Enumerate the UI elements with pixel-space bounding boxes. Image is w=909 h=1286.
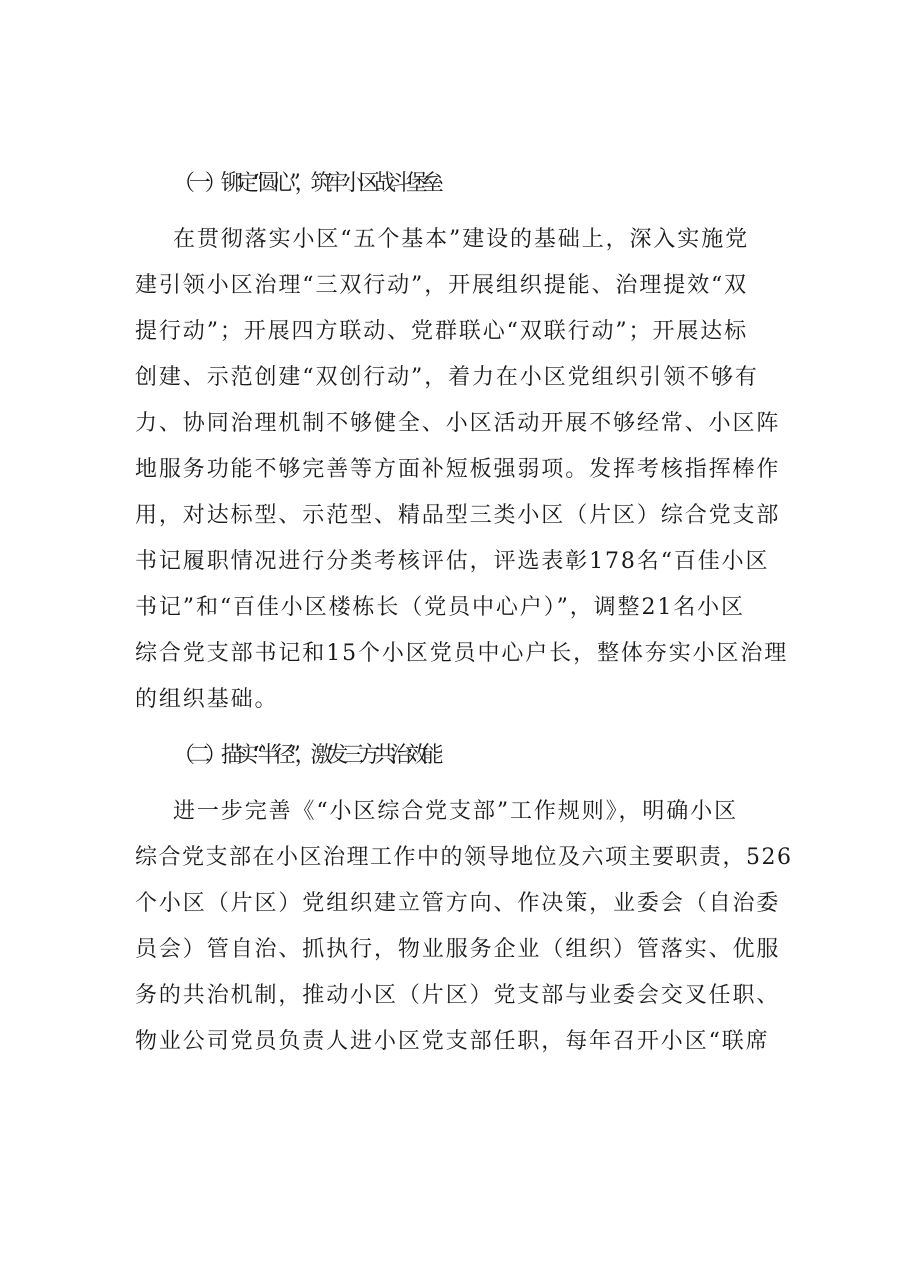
section-2-line-6: 物业公司党员负责人进小区党支部任职，每年召开小区“联席: [135, 1029, 770, 1054]
section-1-line-11: 的组织基础。: [135, 687, 279, 712]
section-1-line-5: 力、协同治理机制不够健全、小区活动开展不够经常、小区阵: [135, 411, 781, 436]
section-1-heading: （一）铆定“圆心”，筑牢小区战斗堡垒: [173, 171, 438, 196]
section-1-line-3: 提行动”；开展四方联动、党群联心“双联行动”；开展达标: [135, 319, 749, 344]
section-2-heading: （二）描实“半径”，激发三方共治效能: [173, 743, 438, 768]
section-1-line-1: 在贯彻落实小区“五个基本”建设的基础上，深入实施党: [173, 227, 749, 252]
section-1-line-10: 综合党支部书记和15个小区党员中心户长，整体夯实小区治理: [135, 641, 789, 666]
section-2-line-3: 个小区（片区）党组织建立管方向、作决策，业委会（自治委: [135, 891, 781, 916]
section-1-line-2: 建引领小区治理“三双行动”，开展组织提能、治理提效“双: [135, 273, 749, 298]
section-1-line-7: 用，对达标型、示范型、精品型三类小区（片区）综合党支部: [135, 503, 781, 528]
section-2-line-2: 综合党支部在小区治理工作中的领导地位及六项主要职责，526: [135, 845, 793, 870]
section-1-line-4: 创建、示范创建“双创行动”，着力在小区党组织引领不够有: [135, 365, 759, 390]
section-1-line-9: 书记”和“百佳小区楼栋长（党员中心户）”，调整21名小区: [135, 595, 745, 620]
section-2-line-1: 进一步完善《“小区综合党支部”工作规则》，明确小区: [173, 799, 738, 824]
section-1-line-6: 地服务功能不够完善等方面补短板强弱项。发挥考核指挥棒作: [135, 457, 781, 482]
section-2-line-5: 务的共治机制，推动小区（片区）党支部与业委会交叉任职、: [135, 983, 781, 1008]
section-2-line-4: 员会）管自治、抓执行，物业服务企业（组织）管落实、优服: [135, 937, 781, 962]
section-1-line-8: 书记履职情况进行分类考核评估，评选表彰178名“百佳小区: [135, 549, 770, 574]
